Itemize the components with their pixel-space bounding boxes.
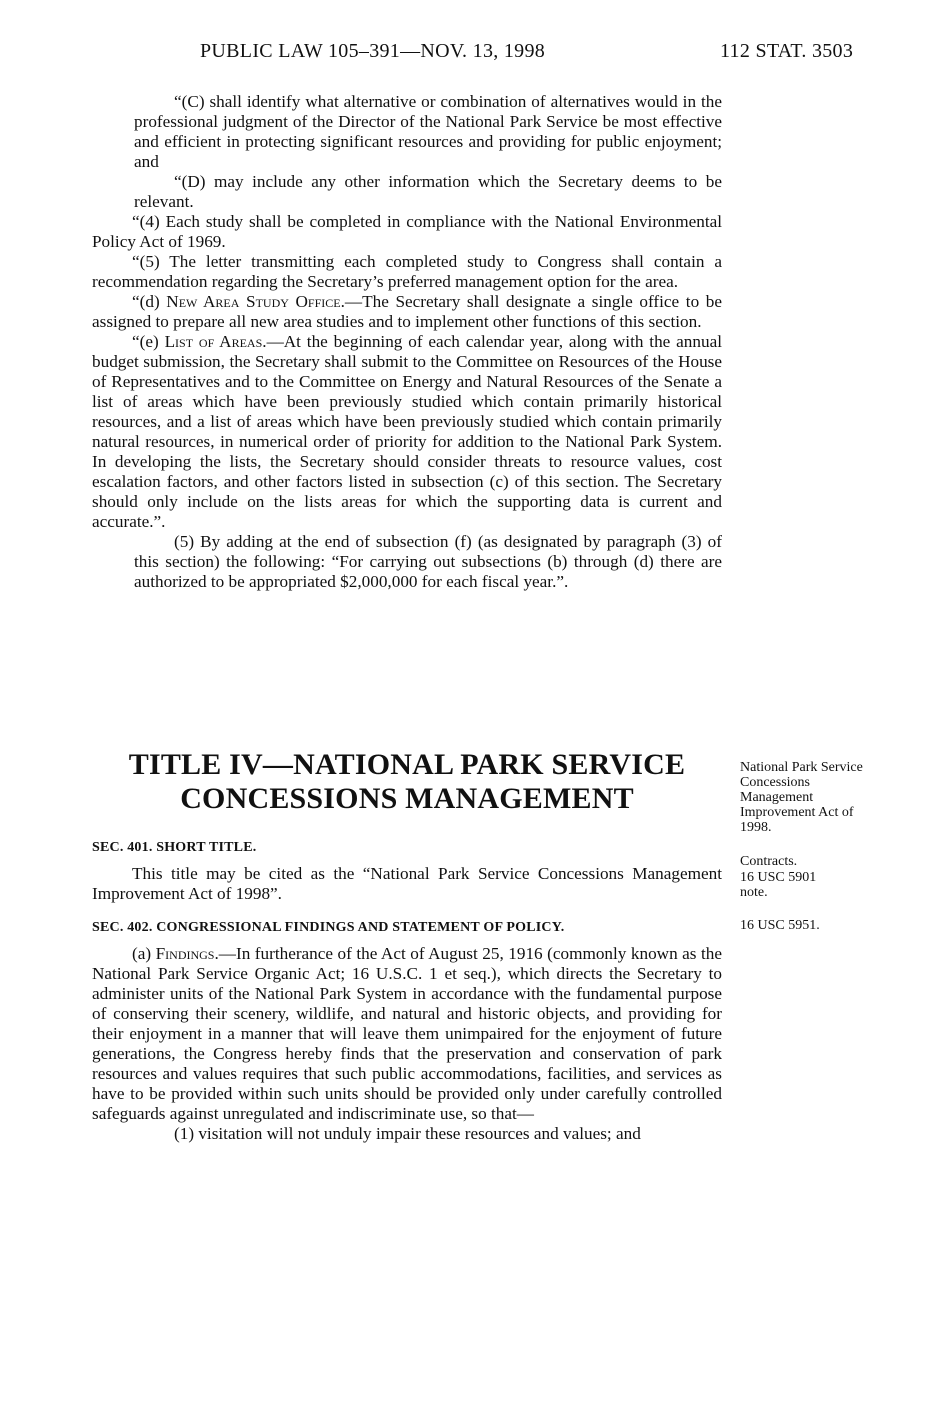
- body-text: [92, 92, 722, 592]
- paragraph-c: “(C) shall identify what alternative or combination of alternatives would in the professional judgment of the Director of the National Park Service be most effective and efficient in protecting significant resources and providing for public enjoyment; and: [134, 92, 722, 171]
- findings-prefix: (a): [132, 944, 156, 963]
- title-line-1: TITLE IV—NATIONAL PARK SERVICE: [128, 748, 686, 781]
- sec-401-heading: SEC. 401. SHORT TITLE.: [92, 840, 257, 855]
- subsection-e-text: —At the beginning of each calendar year, along with the annual budget submission, the Secretary shall submit to the Committee on Resources of the House of Representatives and to the Committee on Energy and Natural Resources of the Senate a list of areas which have been previously studied which contain primarily historical resources, and a list of areas which have been previously studied which contain primarily natural resources, in numerical order of priority for addition to the National Park System. In developing the lists, the Secretary should consider threats to resource values, cost escalation factors, and other factors listed in subsection (c) of this section. The Secretary should only include on the lists areas for which the supporting data is current and accurate.”.: [92, 332, 722, 531]
- margin-note-usc-5951: 16 USC 5951.: [740, 918, 820, 933]
- subsection-d-prefix: “(d): [132, 292, 167, 311]
- title-line-2: CONCESSIONS MANAGEMENT: [180, 782, 634, 815]
- findings-heading: Findings.: [155, 944, 219, 963]
- sec-401-text: This title may be cited as the “National Park Service Concessions Management Improvement Act of 1998”.: [92, 864, 722, 903]
- paragraph-d: “(D) may include any other information which the Secretary deems to be relevant.: [134, 172, 722, 211]
- margin-note-usc-5901: 16 USC 5901 note.: [740, 870, 817, 900]
- paragraph-4: “(4) Each study shall be completed in compliance with the National Environmental Policy Act of 1969.: [92, 212, 722, 251]
- finding-item-1: (1) visitation will not unduly impair these resources and values; and: [174, 1124, 641, 1143]
- subsection-d: [92, 292, 722, 332]
- statute-page-number: 112 STAT. 3503: [720, 40, 854, 62]
- sections-text: [92, 838, 722, 1144]
- margin-note-contracts: Contracts.: [740, 854, 798, 869]
- subsection-e-prefix: “(e): [132, 332, 165, 351]
- paragraph-5: “(5) The letter transmitting each completed study to Congress shall contain a recommendation regarding the Secretary’s preferred management option for the area.: [92, 252, 722, 291]
- sec-402-heading: SEC. 402. CONGRESSIONAL FINDINGS AND STATEMENT OF POLICY.: [92, 920, 565, 935]
- subsection-e-heading: List of Areas.: [164, 332, 267, 351]
- running-head: PUBLIC LAW 105–391—NOV. 13, 1998: [200, 40, 546, 62]
- findings-text: —In furtherance of the Act of August 25, 1916 (commonly known as the National Park Service Organic Act; 16 U.S.C. 1 et seq.), which directs the Secretary to administer units of the National Park System in accordance with the fundamental purpose of conserving their scenery, wildlife, and natural and historic objects, and providing for their enjoyment in a manner that will leave them unimpaired for the enjoyment of future generations, the Congress hereby finds that the preservation and conservation of park resources and values requires that such public accommodations, facilities, and services as have to be provided within such units should be provided only under carefully controlled safeguards against unregulated and indiscriminate use, so that—: [92, 944, 722, 1123]
- subsection-d-text: —The Secretary shall designate a single office to be assigned to prepare all new area studies and to implement other functions of this section.: [92, 292, 722, 331]
- subsection-e: [92, 332, 722, 532]
- margin-note-act-name: National Park Service Concessions Management Improvement Act of 1998.: [740, 760, 863, 835]
- subsection-d-heading: New Area Study Office.: [166, 292, 345, 311]
- title-heading: [92, 748, 722, 816]
- amendment-5: (5) By adding at the end of subsection (f) (as designated by paragraph (3) of this section) the following: “For carrying out subsections (b) through (d) there are authorized to be appropriated $2,000,000 for each fiscal year.”.: [134, 532, 722, 591]
- findings-paragraph: [92, 944, 722, 1124]
